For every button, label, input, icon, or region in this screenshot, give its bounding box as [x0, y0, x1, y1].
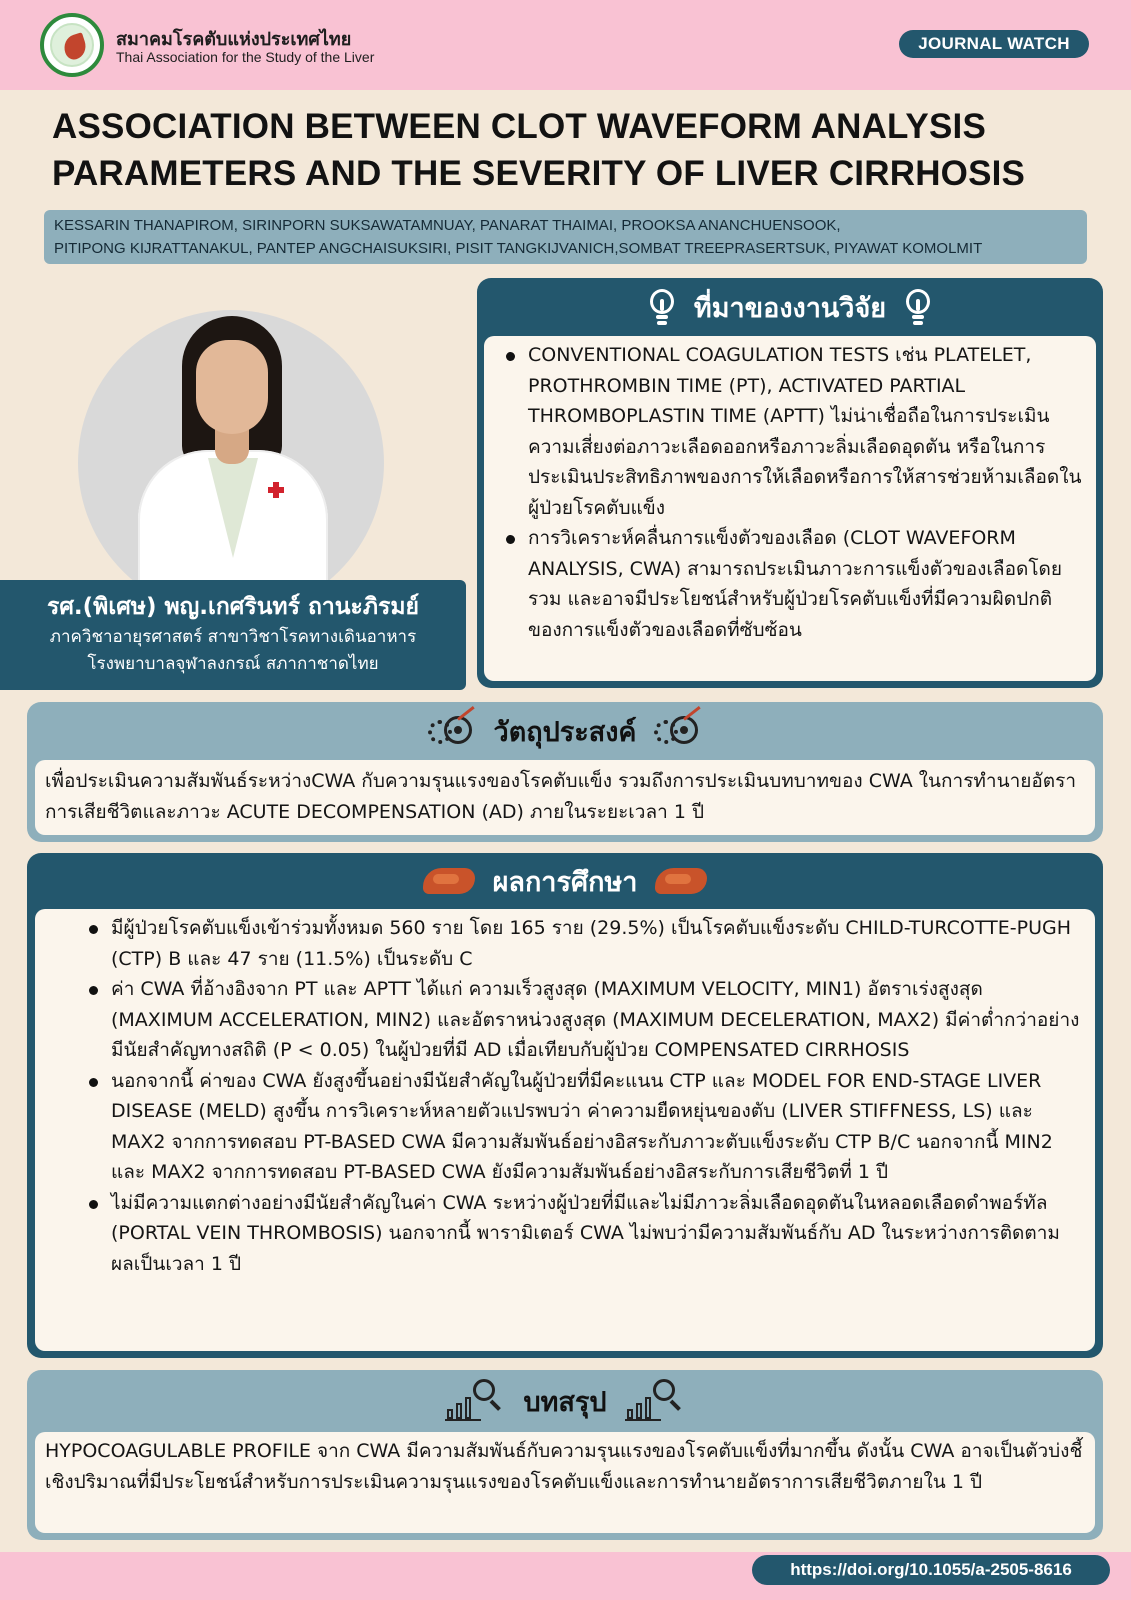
- journal-watch-badge: JOURNAL WATCH: [899, 30, 1089, 58]
- target-icon: [428, 714, 476, 748]
- background-header: [477, 278, 1103, 336]
- objective-header: [27, 702, 1103, 760]
- logo-emblem: [50, 23, 94, 67]
- org-name-english: Thai Association for the Study of the Liver: [116, 49, 375, 65]
- presenter-affiliation-line-2: โรงพยาบาลจุฬาลงกรณ์ สภากาชาดไทย: [87, 654, 379, 674]
- background-section: [477, 278, 1103, 688]
- presenter-affiliation-line-1: ภาควิชาอายุรศาสตร์ สาขาวิชาโรคทางเดินอาหาร: [49, 627, 417, 647]
- objective-heading: วัตถุประสงค์: [493, 716, 637, 748]
- chart-magnifier-icon: [625, 1379, 685, 1423]
- background-heading: ที่มาของงานวิจัย: [693, 292, 887, 324]
- conclusion-body: [35, 1432, 1095, 1533]
- red-cross-icon: [268, 482, 284, 498]
- chart-magnifier-icon: [445, 1379, 505, 1423]
- authors-line-1: KESSARIN THANAPIROM, SIRINPORN SUKSAWATAMNUAY, PANARAT THAIMAI, PROOKSA ANANCHUENSOOK,: [54, 217, 841, 234]
- conclusion-section: [27, 1370, 1103, 1540]
- authors-line-2: PITIPONG KIJRATTANAKUL, PANTEP ANGCHAISUKSIRI, PISIT TANGKIJVANICH,SOMBAT TREEPRASERTSUK, PIYAWAT KOMOLMIT: [54, 240, 983, 257]
- results-item: ไม่มีความแตกต่างอย่างมีนัยสำคัญในค่า CWA ระหว่างผู้ป่วยที่มีและไม่มีภาวะลิ่มเลือดอุดตันในหลอดเลือดดำพอร์ทัล (PORTAL VEIN THROMBOSIS) นอกจากนี้ พารามิเตอร์ CWA ไม่พบว่ามีความสัมพันธ์กับ AD ในระหว่างการติดตามผลเป็นเวลา 1 ปี: [85, 1188, 1081, 1280]
- results-header: [27, 853, 1103, 909]
- lightbulb-icon: [904, 288, 932, 326]
- liver-icon: [655, 866, 707, 896]
- background-item: การวิเคราะห์คลื่นการแข็งตัวของเลือด (CLOT WAVEFORM ANALYSIS, CWA) สามารถประเมินภาวะการแข็งตัวของเลือดโดยรวม และอาจมีประโยชน์สำหรับผู้ป่วยโรคตับแข็งที่มีความผิดปกติของการแข็งตัวของเลือดที่ซับซ้อน: [502, 523, 1082, 645]
- results-section: [27, 853, 1103, 1358]
- author-list: [44, 210, 1087, 264]
- objective-body: [35, 760, 1095, 835]
- presenter-name-box: [0, 580, 466, 690]
- photo-face: [196, 340, 268, 434]
- conclusion-heading: บทสรุป: [523, 1386, 607, 1418]
- liver-emblem-icon: [61, 32, 89, 62]
- lightbulb-icon: [648, 288, 676, 326]
- conclusion-text: HYPOCOAGULABLE PROFILE จาก CWA มีความสัมพันธ์กับความรุนแรงของโรคตับแข็งที่มากขึ้น ดังนั้น CWA อาจเป็นตัวบ่งชี้เชิงปริมาณที่มีประโยชน์สำหรับการประเมินความรุนแรงของโรคตับแข็งและการทำนายอัตราการเสียชีวิตภายใน 1 ปี: [45, 1440, 1083, 1493]
- background-item: CONVENTIONAL COAGULATION TESTS เช่น PLATELET, PROTHROMBIN TIME (PT), ACTIVATED PARTIAL THROMBOPLASTIN TIME (APTT) ไม่น่าเชื่อถือในการประเมินความเสี่ยงต่อภาวะเลือดออกหรือภาวะลิ่มเลือดอุดตัน หรือในการประเมินประสิทธิภาพของการให้เลือดหรือการให้สารช่วยห้ามเลือดในผู้ป่วยโรคตับแข็ง: [502, 340, 1082, 523]
- background-list: [502, 340, 1082, 645]
- presenter-photo: [78, 310, 384, 616]
- presenter-name: รศ.(พิเศษ) พญ.เกศรินทร์ ถานะภิรมย์: [46, 594, 420, 620]
- title-line-1: ASSOCIATION BETWEEN CLOT WAVEFORM ANALYSIS: [52, 107, 986, 146]
- association-logo: [40, 13, 104, 77]
- conclusion-header: [27, 1370, 1103, 1432]
- objective-section: [27, 702, 1103, 842]
- background-body: [484, 336, 1096, 681]
- results-list: [85, 913, 1081, 1279]
- objective-text: เพื่อประเมินความสัมพันธ์ระหว่างCWA กับความรุนแรงของโรคตับแข็ง รวมถึงการประเมินบทบาทของ CWA ในการทำนายอัตราการเสียชีวิตและภาวะ ACUTE DECOMPENSATION (AD) ภายในระยะเวลา 1 ปี: [45, 770, 1077, 823]
- results-item: ค่า CWA ที่อ้างอิงจาก PT และ APTT ได้แก่ ความเร็วสูงสุด (MAXIMUM VELOCITY, MIN1) อัตราเร่งสูงสุด (MAXIMUM ACCELERATION, MIN2) และอัตราหน่วงสูงสุด (MAXIMUM DECELERATION, MAX2) มีค่าต่ำกว่าอย่างมีนัยสำคัญทางสถิติ (P < 0.05) ในผู้ป่วยที่มี AD เมื่อเทียบกับผู้ป่วย COMPENSATED CIRRHOSIS: [85, 974, 1081, 1066]
- results-body: [35, 909, 1095, 1351]
- target-icon: [654, 714, 702, 748]
- doi-link[interactable]: https://doi.org/10.1055/a-2505-8616: [752, 1555, 1110, 1585]
- results-item: นอกจากนี้ ค่าของ CWA ยังสูงขึ้นอย่างมีนัยสำคัญในผู้ป่วยที่มีคะแนน CTP และ MODEL FOR END-STAGE LIVER DISEASE (MELD) สูงขึ้น การวิเคราะห์หลายตัวแปรพบว่า ค่าความยืดหยุ่นของตับ (LIVER STIFFNESS, LS) และ MAX2 จากการทดสอบ PT-BASED CWA มีความสัมพันธ์อย่างอิสระกับภาวะตับแข็งระดับ CTP B/C นอกจากนี้ MIN2 และ MAX2 จากการทดสอบ PT-BASED CWA ยังมีความสัมพันธ์อย่างอิสระกับการเสียชีวิตที่ 1 ปี: [85, 1066, 1081, 1188]
- article-title: [52, 103, 1092, 197]
- results-item: มีผู้ป่วยโรคตับแข็งเข้าร่วมทั้งหมด 560 ราย โดย 165 ราย (29.5%) เป็นโรคตับแข็งระดับ CHILD-TURCOTTE-PUGH (CTP) B และ 47 ราย (11.5%) เป็นระดับ C: [85, 913, 1081, 974]
- org-name-thai: สมาคมโรคตับแห่งประเทศไทย: [116, 29, 352, 50]
- title-line-2: PARAMETERS AND THE SEVERITY OF LIVER CIRRHOSIS: [52, 154, 1026, 193]
- liver-icon: [423, 866, 475, 896]
- results-heading: ผลการศึกษา: [492, 866, 638, 898]
